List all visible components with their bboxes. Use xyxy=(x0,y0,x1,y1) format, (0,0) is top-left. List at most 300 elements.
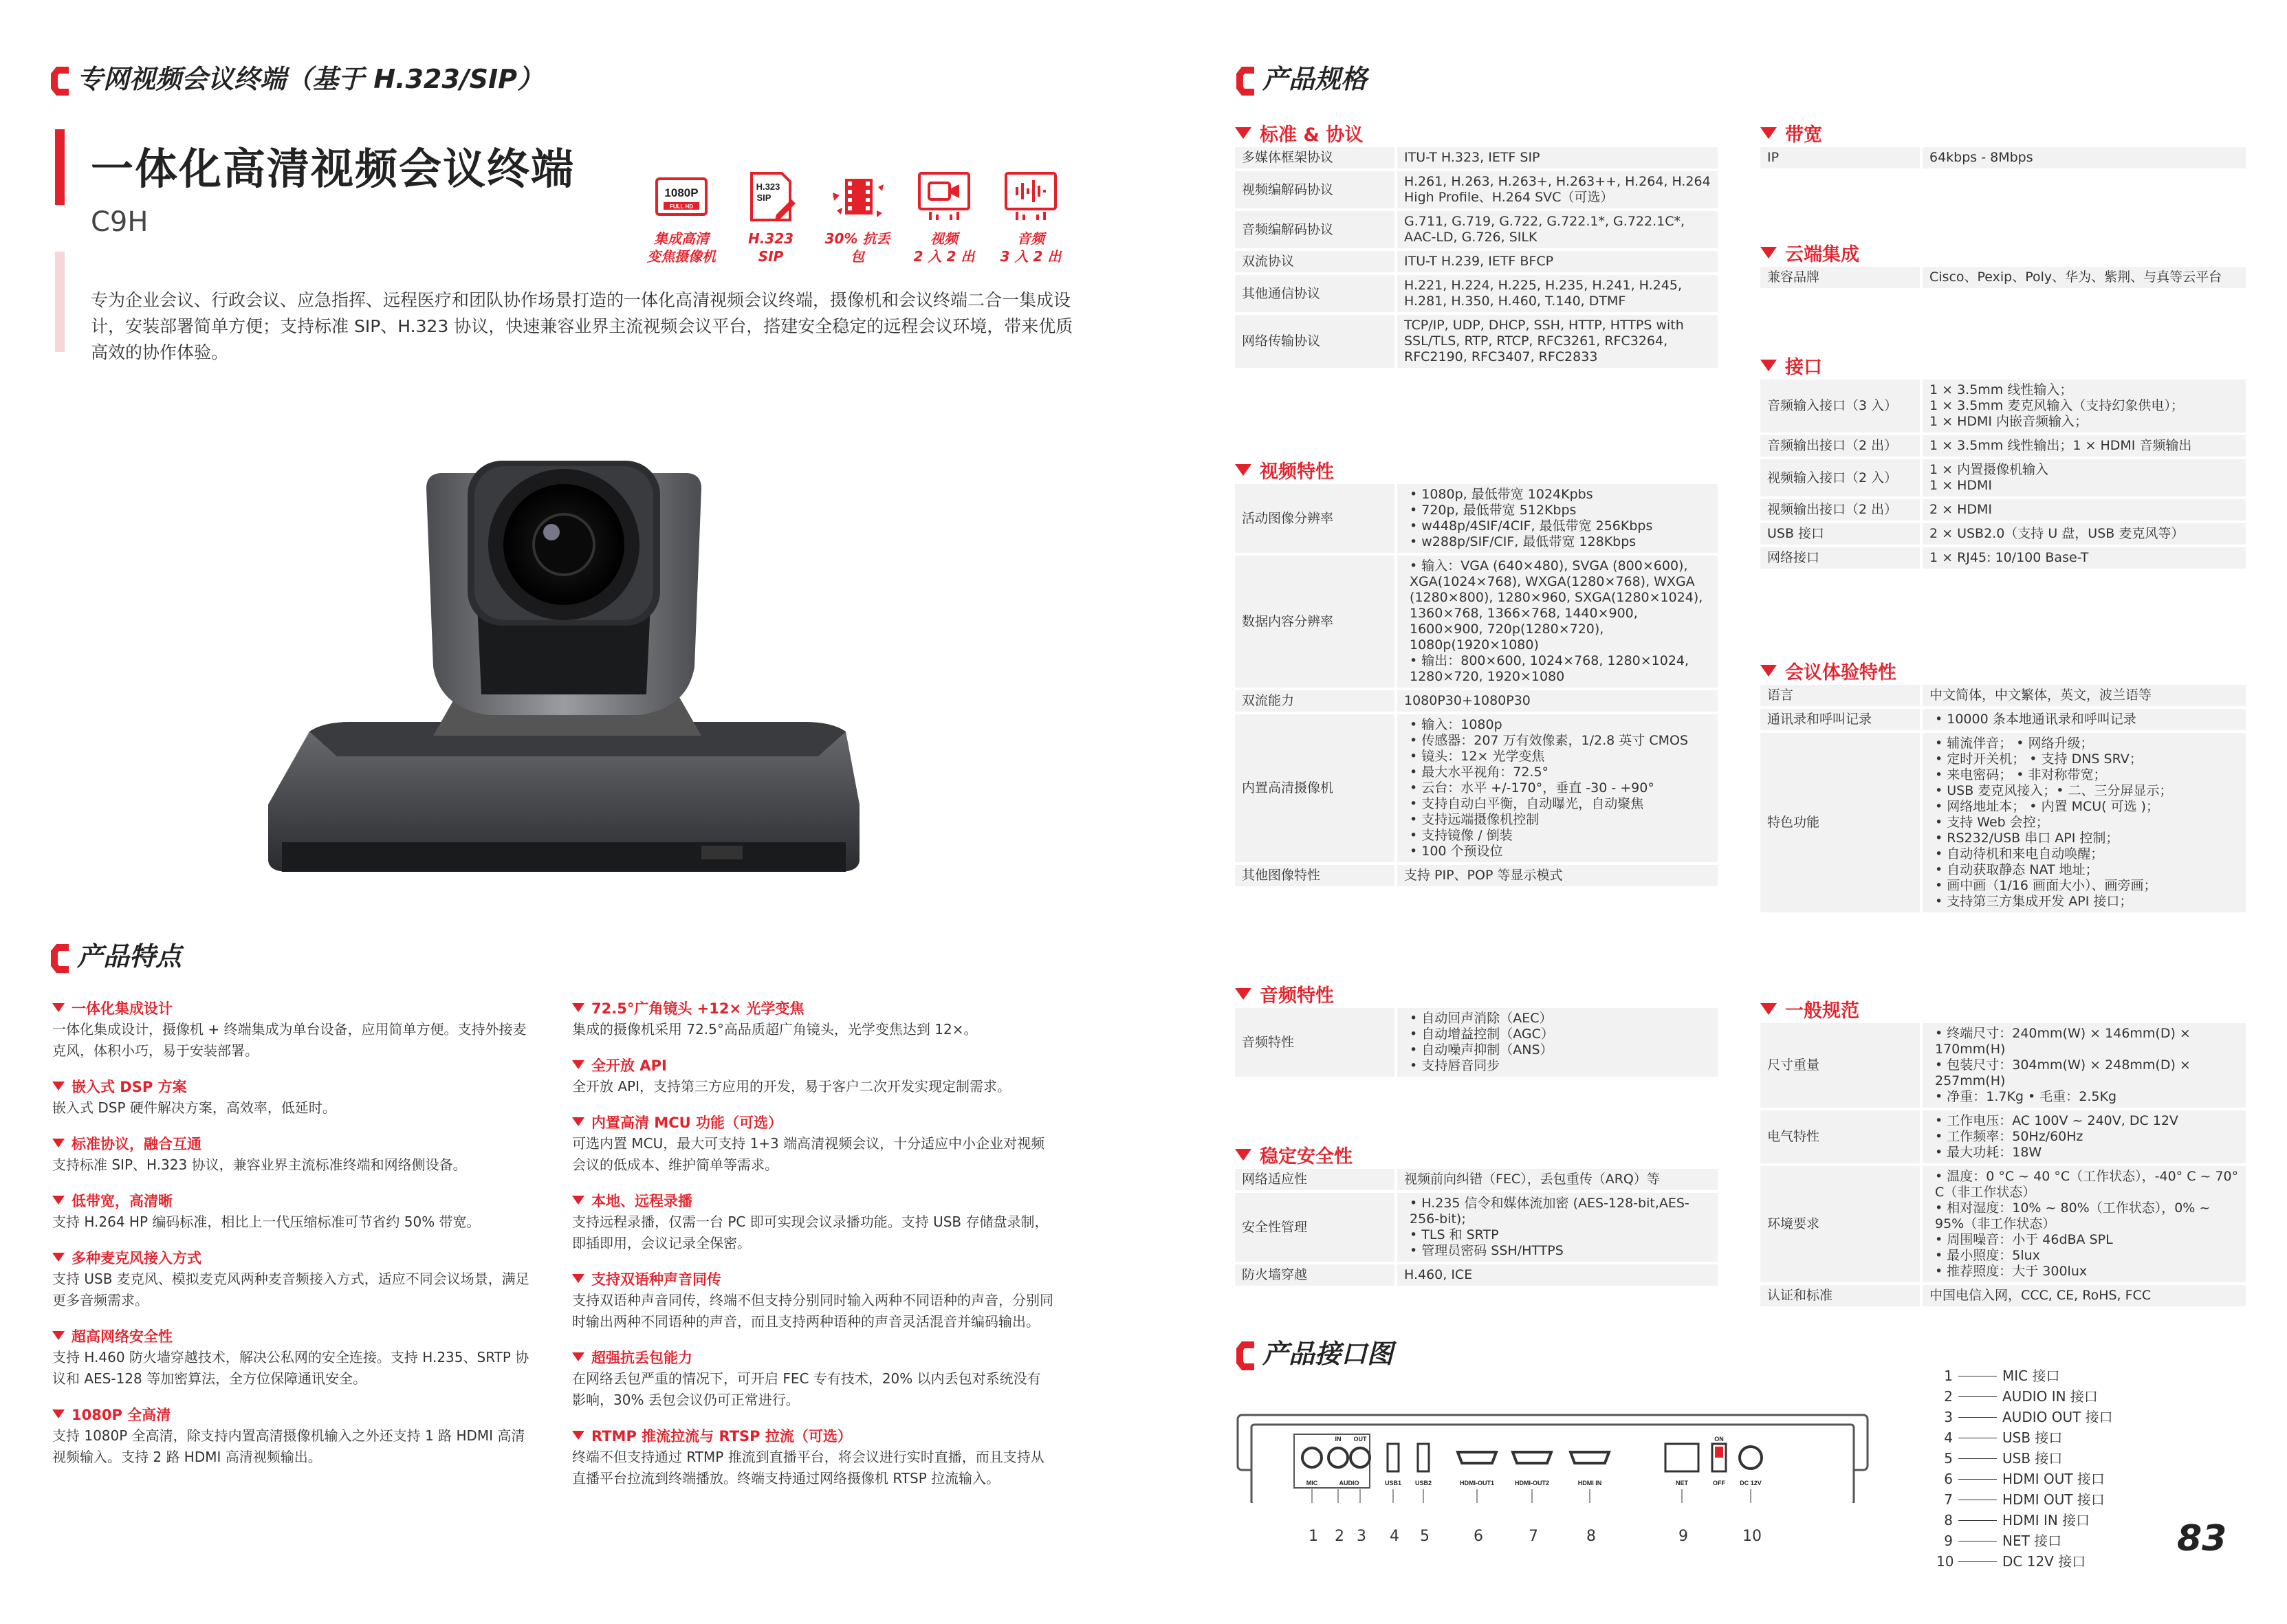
spec-value-item: • 净重：1.7Kg • 毛重：2.5Kg xyxy=(1935,1089,2239,1105)
spec-row xyxy=(1235,1008,1718,1077)
feature-item-desc: 支持 1080P 全高清，除支持内置高清摄像机输入之外还支持 1 路 HDMI 高清视频输入。支持 2 路 HDMI 高清视频输出。 xyxy=(52,1427,525,1465)
spec-key: 其他通信协议 xyxy=(1235,275,1397,312)
spec-value-item: • 10000 条本地通讯录和呼叫记录 xyxy=(1935,712,2239,727)
spec-key: 内置高清摄像机 xyxy=(1235,714,1397,862)
spec-value-item: • 支持唇音同步 xyxy=(1410,1058,1711,1074)
document-icon xyxy=(743,169,798,224)
product-camera-image xyxy=(254,461,873,887)
spec-value-item: • 最大功耗：18W xyxy=(1935,1145,2239,1161)
legend-label: HDMI OUT 接口 xyxy=(2002,1471,2105,1487)
spec-row xyxy=(1235,714,1718,862)
spec-value-item: • 自动待机和来电自动唤醒； xyxy=(1935,846,2239,862)
spec-key: 网络传输协议 xyxy=(1235,315,1397,368)
legend-row xyxy=(1936,1427,2113,1448)
spec-value xyxy=(1397,865,1718,886)
spec-value-item: • 云台：水平 +/-170°，垂直 -30 - +90° xyxy=(1410,780,1711,796)
spec-group-title: 接口 xyxy=(1760,352,1822,379)
spec-value-item: • 镜头：12× 光学变焦 xyxy=(1410,749,1711,765)
title-accent-bar xyxy=(55,129,65,205)
legend-number: 7 xyxy=(1944,1491,1953,1508)
spec-key: 音频输出接口（2 出） xyxy=(1760,435,1923,457)
feature-item-title: RTMP 推流拉流与 RTSP 拉流（可选） xyxy=(572,1426,1053,1447)
legend-number: 4 xyxy=(1944,1429,1953,1446)
spec-key: 活动图像分辨率 xyxy=(1235,484,1397,553)
feature-item xyxy=(572,1269,1053,1332)
spec-value-line: Cisco、Pexip、Poly、华为、紫荆、与真等云平台 xyxy=(1929,270,2222,285)
spec-value-item: • 温度：0 °C ~ 40 °C（工作状态），-40° C ~ 70° C（非工作状态） xyxy=(1935,1169,2239,1200)
feature-item-desc: 可选内置 MCU，最大可支持 1+3 端高清视频会议，十分适应中小企业对视频会议的低成本、维护简单等需求。 xyxy=(572,1135,1045,1173)
feature-item-desc: 终端不但支持通过 RTMP 推流到直播平台，将会议进行实时直播，而且支持从直播平台拉流到终端播放。终端支持通过网络摄像机 RTSP 拉流输入。 xyxy=(572,1449,1044,1486)
spec-value-item: • 最大水平视角：72.5° xyxy=(1410,765,1711,780)
feature-icon-audio xyxy=(993,169,1069,265)
spec-value-line: 1 × 3.5mm 线性输出；1 × HDMI 音频输出 xyxy=(1929,438,2192,453)
port-number: 2 xyxy=(1335,1528,1344,1545)
spec-key: USB 接口 xyxy=(1760,523,1923,545)
feature-caption-4b: 2 入 2 出 xyxy=(913,248,975,265)
legend-number: 3 xyxy=(1944,1409,1953,1425)
spec-value-line: H.261, H.263, H.263+, H.263++, H.264, H.264 High Profile、H.264 SVC（可选） xyxy=(1404,174,1711,205)
panel-label-on: ON xyxy=(1714,1436,1724,1442)
product-model: C9H xyxy=(91,206,149,238)
feature-caption-2a: H.323 xyxy=(747,230,794,247)
spec-value-item: • TLS 和 SRTP xyxy=(1410,1227,1711,1243)
spec-row xyxy=(1760,1023,2246,1108)
feature-item-title: 嵌入式 DSP 方案 xyxy=(52,1077,534,1097)
feature-item xyxy=(572,1426,1053,1489)
panel-label-hdmi-in: HDMI IN xyxy=(1577,1480,1602,1486)
port-legend xyxy=(1936,1365,2113,1572)
feature-item-desc: 嵌入式 DSP 硬件解决方案，高效率，低延时。 xyxy=(52,1099,336,1116)
spec-value-item: • 工作频率：50Hz/60Hz xyxy=(1935,1129,2239,1145)
spec-value-item: • 自动增益控制（AGC） xyxy=(1410,1027,1711,1042)
spec-value-item: • 传感器：207 万有效像素，1/2.8 英寸 CMOS xyxy=(1410,733,1711,749)
legend-label: USB 接口 xyxy=(2002,1429,2063,1446)
spec-table-general xyxy=(1760,1020,2246,1309)
spec-value-item: • 支持自动白平衡，自动曝光，自动聚焦 xyxy=(1410,796,1711,812)
spec-value xyxy=(1923,547,2246,569)
spec-row xyxy=(1760,709,2246,730)
port-number: 6 xyxy=(1474,1528,1483,1545)
spec-value-line: H.460, ICE xyxy=(1404,1267,1473,1282)
h323-icon-sub: SIP xyxy=(756,193,772,203)
spec-row xyxy=(1235,315,1718,368)
spec-value xyxy=(1923,523,2246,545)
panel-label-usb2: USB2 xyxy=(1414,1480,1432,1486)
feature-item xyxy=(52,1077,534,1119)
legend-number: 5 xyxy=(1944,1450,1953,1467)
legend-leader-line xyxy=(1958,1479,1997,1480)
spec-table-meeting xyxy=(1760,682,2246,915)
spec-group-title: 视频特性 xyxy=(1235,457,1334,483)
spec-value xyxy=(1397,1264,1718,1286)
spec-row xyxy=(1235,275,1718,312)
section-icon xyxy=(50,941,73,976)
spec-value-line: TCP/IP, UDP, DHCP, SSH, HTTP, HTTPS with SSL/TLS, RTP, RTCP, RFC3261, RFC3264, RFC2190, RFC3407, RFC2833 xyxy=(1404,318,1684,364)
spec-value-line: 支持 PIP、POP 等显示模式 xyxy=(1404,868,1563,883)
feature-caption-4a: 视频 xyxy=(930,230,958,247)
category-title-text: 专网视频会议终端（基于 H.323/SIP） xyxy=(77,64,544,94)
spec-row xyxy=(1760,523,2246,545)
spec-value-item: • H.235 信令和媒体流加密 (AES-128-bit,AES-256-bit); xyxy=(1410,1196,1711,1227)
spec-table-security xyxy=(1235,1166,1718,1288)
spec-key: 兼容品牌 xyxy=(1760,267,1923,288)
features-right-column xyxy=(572,998,1053,1504)
legend-number: 6 xyxy=(1944,1471,1953,1487)
spec-row xyxy=(1235,865,1718,886)
legend-row xyxy=(1936,1448,2113,1469)
spec-value xyxy=(1397,315,1718,368)
spec-value xyxy=(1397,251,1718,272)
feature-item xyxy=(52,1326,534,1390)
spec-value xyxy=(1923,380,2246,432)
feature-item-title: 支持双语种声音同传 xyxy=(572,1269,1053,1290)
spec-value-item: • 终端尺寸：240mm(W) × 146mm(D) × 170mm(H) xyxy=(1935,1026,2239,1057)
spec-key: 视频输出接口（2 出） xyxy=(1760,499,1923,520)
spec-group-title: 带宽 xyxy=(1760,120,1822,146)
spec-value xyxy=(1923,1166,2246,1282)
feature-icon-h323 xyxy=(733,169,809,265)
spec-value-line: 1 × 3.5mm 麦克风输入（支持幻象供电）； xyxy=(1929,398,2184,413)
spec-value xyxy=(1923,499,2246,520)
legend-leader-line xyxy=(1958,1520,1997,1521)
legend-number: 2 xyxy=(1944,1388,1953,1405)
spec-value-item: • 自动噪声抑制（ANS） xyxy=(1410,1042,1711,1058)
feature-item-title: 低带宽，高清晰 xyxy=(52,1191,534,1211)
panel-label-hdmi-out2: HDMI-OUT2 xyxy=(1515,1480,1549,1486)
page-number: 83 xyxy=(2177,1518,2227,1559)
spec-group-title: 稳定安全性 xyxy=(1235,1141,1353,1168)
spec-row xyxy=(1760,147,2246,168)
spec-value-item: • 支持镜像 / 倒装 xyxy=(1410,828,1711,844)
spec-value xyxy=(1397,556,1718,688)
feature-item xyxy=(52,1248,534,1311)
feature-item-title: 内置高清 MCU 功能（可选） xyxy=(572,1112,1053,1133)
feature-item xyxy=(572,1348,1053,1411)
spec-row xyxy=(1235,484,1718,553)
port-number: 8 xyxy=(1586,1528,1596,1545)
spec-value xyxy=(1397,1008,1718,1077)
spec-value-item: • 自动回声消除（AEC） xyxy=(1410,1011,1711,1027)
spec-value-item: • 最小照度：5lux xyxy=(1935,1248,2239,1264)
spec-value-line: 视频前向纠错（FEC），丢包重传（ARQ）等 xyxy=(1404,1172,1660,1187)
spec-key: 网络适应性 xyxy=(1235,1169,1397,1190)
features-section-title xyxy=(50,935,182,976)
legend-leader-line xyxy=(1958,1561,1997,1562)
spec-group-title: 一般规范 xyxy=(1760,996,1859,1022)
spec-value xyxy=(1923,1285,2246,1306)
spec-key: 数据内容分辨率 xyxy=(1235,556,1397,688)
h323-icon-text: H.323 xyxy=(756,182,780,192)
legend-leader-line xyxy=(1958,1417,1997,1418)
spec-key: 视频输入接口（2 入） xyxy=(1760,459,1923,496)
feature-item-desc: 一体化集成设计，摄像机 + 终端集成为单台设备，应用简单方便。支持外接麦克风，体积小巧，易于安装部署。 xyxy=(52,1021,527,1059)
video-camera-icon xyxy=(917,169,972,224)
spec-key: 双流协议 xyxy=(1235,251,1397,272)
spec-value xyxy=(1397,275,1718,312)
spec-value-line: 1 × HDMI xyxy=(1929,478,1993,493)
port-number: 9 xyxy=(1678,1528,1688,1545)
spec-key: 电气特性 xyxy=(1760,1110,1923,1163)
spec-row xyxy=(1235,211,1718,248)
port-number: 4 xyxy=(1390,1528,1399,1545)
feature-item xyxy=(52,1134,534,1176)
panel-label-in: IN xyxy=(1335,1436,1342,1442)
interface-title-text: 产品接口图 xyxy=(1262,1339,1394,1369)
spec-group-title: 云端集成 xyxy=(1760,239,1859,266)
spec-row xyxy=(1235,556,1718,688)
spec-row xyxy=(1235,1193,1718,1262)
legend-number: 1 xyxy=(1944,1368,1953,1384)
feature-item xyxy=(52,1405,534,1468)
spec-value-item: • 支持远端摄像机控制 xyxy=(1410,812,1711,828)
fullhd-icon-sub: FULL HD xyxy=(669,204,694,210)
legend-label: HDMI OUT 接口 xyxy=(2002,1491,2105,1508)
spec-value-item: • 管理员密码 SSH/HTTPS xyxy=(1410,1243,1711,1259)
feature-item xyxy=(52,998,534,1062)
spec-value xyxy=(1397,211,1718,248)
spec-key: 特色功能 xyxy=(1760,733,1923,912)
legend-row xyxy=(1936,1510,2113,1530)
audio-wave-icon xyxy=(1003,169,1058,224)
spec-value-item: • 来电密码； • 非对称带宽； xyxy=(1935,767,2239,783)
spec-value xyxy=(1397,714,1718,862)
spec-value-item: • 工作电压：AC 100V ~ 240V, DC 12V xyxy=(1935,1113,2239,1129)
spec-row xyxy=(1760,459,2246,496)
port-number: 5 xyxy=(1420,1528,1430,1545)
features-left-column xyxy=(52,998,534,1483)
spec-value-item: • 辅流伴音； • 网络升级； xyxy=(1935,736,2239,751)
panel-label-hdmi-out1: HDMI-OUT1 xyxy=(1460,1480,1494,1486)
legend-number: 10 xyxy=(1936,1553,1954,1570)
spec-value xyxy=(1397,690,1718,712)
legend-row xyxy=(1936,1551,2113,1572)
spec-value-line: ITU-T H.323, IETF SIP xyxy=(1404,150,1540,165)
spec-value-line: 中国电信入网，CCC, CE, RoHS, FCC xyxy=(1929,1288,2152,1303)
feature-item-desc: 支持 USB 麦克风、模拟麦克风两种麦音频接入方式，适应不同会议场景，满足更多音频需求。 xyxy=(52,1271,529,1308)
spec-value-item: • 自动获取静态 NAT 地址； xyxy=(1935,862,2239,878)
spec-value-item: • 输入：1080p xyxy=(1410,717,1711,733)
spec-row xyxy=(1235,690,1718,712)
spec-value xyxy=(1923,459,2246,496)
legend-label: AUDIO IN 接口 xyxy=(2002,1388,2098,1405)
panel-label-out: OUT xyxy=(1353,1436,1367,1442)
rear-panel-diagram xyxy=(1236,1414,1869,1503)
legend-leader-line xyxy=(1958,1396,1997,1397)
section-icon xyxy=(1235,1339,1258,1373)
legend-row xyxy=(1936,1407,2113,1427)
spec-key: IP xyxy=(1760,147,1923,168)
spec-row xyxy=(1760,1285,2246,1306)
spec-value-item: • 相对湿度：10% ~ 80%（工作状态），0% ~ 95%（非工作状态） xyxy=(1935,1200,2239,1232)
spec-key: 多媒体框架协议 xyxy=(1235,147,1397,168)
spec-value-line: H.221, H.224, H.225, H.235, H.241, H.245, H.281, H.350, H.460, T.140, DTMF xyxy=(1404,278,1682,309)
feature-item-title: 超强抗丢包能力 xyxy=(572,1348,1053,1368)
spec-key: 安全性管理 xyxy=(1235,1193,1397,1262)
feature-caption-1b: 变焦摄像机 xyxy=(647,248,716,265)
spec-value xyxy=(1923,685,2246,706)
spec-key: 环境要求 xyxy=(1760,1166,1923,1282)
spec-value-item: • w288p/SIF/CIF, 最低带宽 128Kbps xyxy=(1410,534,1711,550)
spec-row xyxy=(1760,1110,2246,1163)
spec-value-item: • w448p/4SIF/4CIF, 最低带宽 256Kbps xyxy=(1410,518,1711,534)
feature-icon-packetloss xyxy=(820,169,895,265)
spec-value-line: 1 × HDMI 内嵌音频输入； xyxy=(1929,414,2088,429)
spec-key: 认证和标准 xyxy=(1760,1285,1923,1306)
feature-item-title: 一体化集成设计 xyxy=(52,998,534,1019)
spec-row xyxy=(1760,733,2246,912)
spec-key: 通讯录和呼叫记录 xyxy=(1760,709,1923,730)
legend-leader-line xyxy=(1958,1458,1997,1459)
spec-value xyxy=(1397,171,1718,208)
spec-value-item: • 推荐照度：大于 300lux xyxy=(1935,1264,2239,1280)
spec-value-line: ITU-T H.239, IETF BFCP xyxy=(1404,254,1554,269)
legend-row xyxy=(1936,1489,2113,1510)
feature-caption-3a: 30% 抗丢包 xyxy=(824,230,890,265)
feature-item xyxy=(572,1112,1053,1176)
spec-value-item: • 画中画（1/16 画面大小）、画旁画； xyxy=(1935,878,2239,894)
spec-value-line: 2 × USB2.0（支持 U 盘，USB 麦克风等） xyxy=(1929,526,2185,541)
spec-value-item: • 包装尺寸：304mm(W) × 248mm(D) × 257mm(H) xyxy=(1935,1057,2239,1089)
spec-value-line: 2 × HDMI xyxy=(1929,502,1993,517)
legend-label: NET 接口 xyxy=(2002,1533,2062,1549)
intro-accent-bar xyxy=(55,252,65,352)
feature-item-desc: 支持远程录播，仅需一台 PC 即可实现会议录播功能。支持 USB 存储盘录制，即插即用，会议记录全保密。 xyxy=(572,1214,1049,1251)
spec-value-line: 1080P30+1080P30 xyxy=(1404,693,1531,708)
interface-section-title xyxy=(1235,1332,1393,1373)
legend-label: MIC 接口 xyxy=(2002,1368,2060,1384)
spec-key: 视频编解码协议 xyxy=(1235,171,1397,208)
spec-key: 网络接口 xyxy=(1760,547,1923,569)
spec-row xyxy=(1235,147,1718,168)
section-icon xyxy=(1235,64,1258,98)
feature-caption-2b: SIP xyxy=(758,248,784,265)
spec-row xyxy=(1760,499,2246,520)
feature-item-title: 1080P 全高清 xyxy=(52,1405,534,1425)
spec-table-standards xyxy=(1235,144,1718,371)
feature-item xyxy=(572,1191,1053,1254)
spec-value-item: • 周围噪音：小于 46dBA SPL xyxy=(1935,1232,2239,1248)
spec-value-item: • 100 个预设位 xyxy=(1410,844,1711,859)
section-icon xyxy=(50,64,73,98)
feature-item-title: 72.5°广角镜头 +12× 光学变焦 xyxy=(572,998,1053,1019)
legend-row xyxy=(1936,1530,2113,1551)
panel-label-mic: MIC xyxy=(1306,1480,1318,1486)
feature-item-title: 全开放 API xyxy=(572,1055,1053,1076)
feature-item-title: 超高网络安全性 xyxy=(52,1326,534,1347)
legend-row xyxy=(1936,1386,2113,1407)
feature-item-desc: 全开放 API，支持第三方应用的开发，易于客户二次开发实现定制需求。 xyxy=(572,1078,1011,1095)
spec-value-item: • 输入：VGA (640×480), SVGA (800×600), XGA(1024×768), WXGA(1280×768), WXGA (1280×800), 1280×960, SXGA(1280×1024), 1360×768, 1366×768, 1440×900, 1600×900, 720p(1280×720), 1080p(1920×1080) xyxy=(1410,558,1711,653)
feature-item xyxy=(572,998,1053,1040)
spec-value xyxy=(1923,435,2246,457)
feature-item-desc: 支持 H.264 HP 编码标准，相比上一代压缩标准可节省约 50% 带宽。 xyxy=(52,1214,481,1230)
spec-key: 防火墙穿越 xyxy=(1235,1264,1397,1286)
spec-key: 音频特性 xyxy=(1235,1008,1397,1077)
spec-value-item: • 定时开关机； • 支持 DNS SRV； xyxy=(1935,751,2239,767)
port-number: 10 xyxy=(1742,1528,1762,1545)
product-title: 一体化高清视频会议终端 xyxy=(91,144,576,194)
spec-value xyxy=(1923,733,2246,912)
spec-table-audio xyxy=(1235,1005,1718,1079)
legend-number: 8 xyxy=(1944,1512,1953,1528)
spec-value xyxy=(1923,709,2246,730)
spec-group-title: 标准 & 协议 xyxy=(1235,120,1363,146)
feature-item-desc: 在网络丢包严重的情况下，可开启 FEC 专有技术，20% 以内丢包对系统没有影响，30% 丢包会议仍可正常进行。 xyxy=(572,1370,1041,1408)
spec-key: 音频输入接口（3 入） xyxy=(1760,380,1923,432)
spec-value-item: • 支持 Web 会控； xyxy=(1935,815,2239,831)
category-title xyxy=(50,58,543,98)
spec-value-line: 64kbps - 8Mbps xyxy=(1929,150,2033,165)
legend-label: AUDIO OUT 接口 xyxy=(2002,1409,2113,1425)
feature-item xyxy=(52,1191,534,1233)
spec-section-title xyxy=(1235,58,1367,98)
feature-item-desc: 集成的摄像机采用 72.5°高品质超广角镜头，光学变焦达到 12×。 xyxy=(572,1021,978,1038)
port-number: 1 xyxy=(1309,1528,1318,1545)
feature-caption-5a: 音频 xyxy=(1017,230,1044,247)
features-title-text: 产品特点 xyxy=(77,941,182,972)
spec-key: 双流能力 xyxy=(1235,690,1397,712)
spec-row xyxy=(1235,251,1718,272)
spec-value-line: G.711, G.719, G.722, G.722.1*, G.722.1C*, AAC-LD, G.726, SILK xyxy=(1404,214,1685,245)
spec-value-item: • 网络地址本； • 内置 MCU( 可选 )； xyxy=(1935,799,2239,815)
port-number: 3 xyxy=(1357,1528,1366,1545)
spec-value-line: 1 × RJ45: 10/100 Base-T xyxy=(1929,550,2089,565)
spec-row xyxy=(1235,1264,1718,1286)
spec-row xyxy=(1235,171,1718,208)
panel-label-usb1: USB1 xyxy=(1384,1480,1402,1486)
spec-title-text: 产品规格 xyxy=(1262,64,1368,94)
spec-key: 尺寸重量 xyxy=(1760,1023,1923,1108)
spec-value xyxy=(1923,147,2246,168)
fullhd-icon-text: 1080P xyxy=(664,186,699,199)
spec-value xyxy=(1397,147,1718,168)
spec-row xyxy=(1235,1169,1718,1190)
spec-value-line: 1 × 内置摄像机输入 xyxy=(1929,462,2049,477)
feature-icon-video xyxy=(906,169,982,265)
spec-value xyxy=(1923,267,2246,288)
spec-value-line: 1 × 3.5mm 线性输入； xyxy=(1929,382,2073,397)
legend-row xyxy=(1936,1365,2113,1386)
spec-value-line: 中文简体，中文繁体，英文，波兰语等 xyxy=(1929,688,2152,703)
spec-key: 其他图像特性 xyxy=(1235,865,1397,886)
panel-label-audio: AUDIO xyxy=(1339,1480,1359,1486)
feature-icon-1080p xyxy=(644,169,719,265)
spec-table-ports xyxy=(1760,377,2246,571)
feature-caption-5b: 3 入 2 出 xyxy=(1000,248,1062,265)
spec-value-item: • 支持第三方集成开发 API 接口； xyxy=(1935,894,2239,910)
spec-group-title: 会议体验特性 xyxy=(1760,657,1896,684)
spec-value xyxy=(1397,1193,1718,1262)
spec-value-item: • 1080p, 最低带宽 1024Kpbs xyxy=(1410,487,1711,503)
port-number: 7 xyxy=(1529,1528,1538,1545)
product-intro: 专为企业会议、行政会议、应急指挥、远程医疗和团队协作场景打造的一体化高清视频会议终端，摄像机和会议终端二合一集成设计，安装部署简单方便；支持标准 SIP、H.323 协议，快速兼容业界主流视频会议平台，搭建安全稳定的远程会议环境，带来优质高效的协作体验。 xyxy=(91,290,1073,362)
legend-label: HDMI IN 接口 xyxy=(2002,1512,2090,1528)
feature-caption-1a: 集成高清 xyxy=(654,230,709,247)
spec-value-item: • RS232/USB 串口 API 控制； xyxy=(1935,831,2239,846)
spec-value-item: • USB 麦克风接入；• 二、三分屏显示； xyxy=(1935,783,2239,799)
spec-key: 语言 xyxy=(1760,685,1923,706)
spec-row xyxy=(1760,1166,2246,1282)
film-broken-icon xyxy=(830,169,885,224)
spec-value-item: • 720p, 最低带宽 512Kbps xyxy=(1410,503,1711,518)
spec-value xyxy=(1923,1110,2246,1163)
feature-item-title: 标准协议，融合互通 xyxy=(52,1134,534,1154)
feature-item xyxy=(572,1055,1053,1097)
legend-label: DC 12V 接口 xyxy=(2002,1553,2086,1570)
panel-label-dc12v: DC 12V xyxy=(1740,1480,1762,1486)
spec-row xyxy=(1760,435,2246,457)
spec-table-cloud xyxy=(1760,264,2246,291)
